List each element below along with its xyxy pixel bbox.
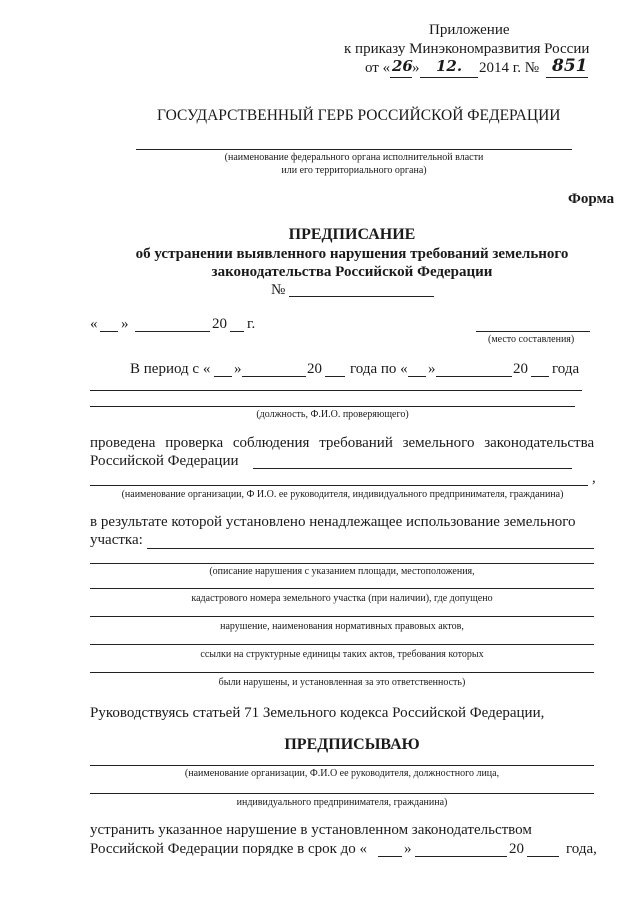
addressee-field[interactable] <box>90 793 594 794</box>
comma: , <box>592 470 596 486</box>
deadline-year-field[interactable] <box>527 856 559 857</box>
date-month-field[interactable] <box>135 331 210 332</box>
period-to-month-field[interactable] <box>436 376 512 377</box>
deadline-month-field[interactable] <box>415 856 507 857</box>
place-field[interactable] <box>476 331 590 332</box>
organization-field[interactable] <box>90 485 588 486</box>
violation-field[interactable] <box>90 563 594 564</box>
document-subtitle: законодательства Российской Федерации <box>211 264 493 280</box>
violation-caption: кадастрового номера земельного участка (при наличии), где допущено <box>191 593 493 604</box>
date-year-prefix: 20 <box>212 316 227 332</box>
date-year-suffix: г. <box>247 316 256 332</box>
deadline-tail: года, <box>566 841 597 857</box>
period-close-quote: » <box>234 361 242 377</box>
violation-caption: (описание нарушения с указанием площади, местоположения, <box>209 566 475 577</box>
violation-field[interactable] <box>90 644 594 645</box>
period-tail: года <box>552 361 580 377</box>
appendix-label: Приложение <box>429 22 510 38</box>
addressee-caption: (наименование организации, Ф.И.О ее руководителя, должностного лица, <box>184 768 500 779</box>
order-number-underline <box>546 77 588 78</box>
form-label: Форма <box>568 191 615 207</box>
inspector-field[interactable] <box>90 406 575 407</box>
order-date-prefix: от « <box>365 60 391 76</box>
addressee-caption: индивидуального предпринимателя, гражданина) <box>236 797 448 808</box>
order-reference: к приказу Минэкономразвития России <box>344 41 590 57</box>
violation-field[interactable] <box>90 588 594 589</box>
deadline-close-quote: » <box>404 841 412 857</box>
violation-field[interactable] <box>147 548 594 549</box>
order-date-day: 26 <box>392 57 413 75</box>
inspector-caption: (должность, Ф.И.О. проверяющего) <box>256 409 409 420</box>
period-year-prefix: 20 <box>513 361 528 377</box>
place-caption: (место составления) <box>488 334 575 345</box>
period-till-label: года по « <box>350 361 408 377</box>
authority-name-line[interactable] <box>136 149 572 150</box>
eliminate-text: Российской Федерации порядке в срок до « <box>90 841 368 857</box>
order-day-underline <box>390 77 412 78</box>
period-to-year-field[interactable] <box>531 376 549 377</box>
addressee-field[interactable] <box>90 765 594 766</box>
prescription-number-field[interactable] <box>289 296 434 297</box>
number-sign: № <box>271 282 286 298</box>
check-text: Российской Федерации <box>90 453 239 469</box>
period-from-year-field[interactable] <box>325 376 345 377</box>
result-text: в результате которой установлено ненадлежащее использование земельного <box>90 514 576 530</box>
coat-of-arms-text: ГОСУДАРСТВЕННЫЙ ГЕРБ РОССИЙСКОЙ ФЕДЕРАЦИИ <box>157 107 561 124</box>
deadline-year-prefix: 20 <box>509 841 524 857</box>
date-year-field[interactable] <box>230 331 244 332</box>
period-from-label: В период с « <box>130 361 211 377</box>
deadline-day-field[interactable] <box>378 856 402 857</box>
order-number: 851 <box>552 56 588 76</box>
violation-field[interactable] <box>90 616 594 617</box>
violation-caption: нарушение, наименования нормативных правовых актов, <box>220 621 464 632</box>
document-subtitle: об устранении выявленного нарушения требований земельного <box>135 246 569 262</box>
result-text: участка: <box>90 532 143 548</box>
date-day-field[interactable] <box>100 331 118 332</box>
violation-field[interactable] <box>90 672 594 673</box>
check-text: проведена проверка соблюдения требований земельного законодательства <box>90 435 595 451</box>
order-year: 2014 г. № <box>479 60 540 76</box>
period-year-prefix: 20 <box>307 361 322 377</box>
period-close-quote: » <box>428 361 436 377</box>
document-title: ПРЕДПИСАНИЕ <box>288 226 416 243</box>
order-date-month: 12. <box>436 57 463 75</box>
date-open-quote: « <box>90 316 98 332</box>
prescribe-heading: ПРЕДПИСЫВАЮ <box>284 736 420 753</box>
period-from-day-field[interactable] <box>214 376 232 377</box>
order-month-underline <box>420 77 478 78</box>
order-date-close: » <box>412 60 420 76</box>
organization-field[interactable] <box>253 468 572 469</box>
period-from-month-field[interactable] <box>242 376 306 377</box>
eliminate-text: устранить указанное нарушение в установленном законодательством <box>90 822 532 838</box>
authority-caption: или его территориального органа) <box>281 165 427 176</box>
violation-caption: ссылки на структурные единицы таких актов, требования которых <box>200 649 484 660</box>
inspector-field[interactable] <box>90 390 582 391</box>
legal-basis-text: Руководствуясь статьей 71 Земельного кодекса Российской Федерации, <box>90 705 545 721</box>
organization-caption: (наименование организации, Ф И.О. ее руководителя, индивидуального предпринимателя, гражданина) <box>121 489 564 500</box>
violation-caption: были нарушены, и установленная за это ответственность) <box>218 677 466 688</box>
date-close-quote: » <box>121 316 129 332</box>
period-to-day-field[interactable] <box>408 376 426 377</box>
authority-caption: (наименование федерального органа исполнительной власти <box>224 152 484 163</box>
